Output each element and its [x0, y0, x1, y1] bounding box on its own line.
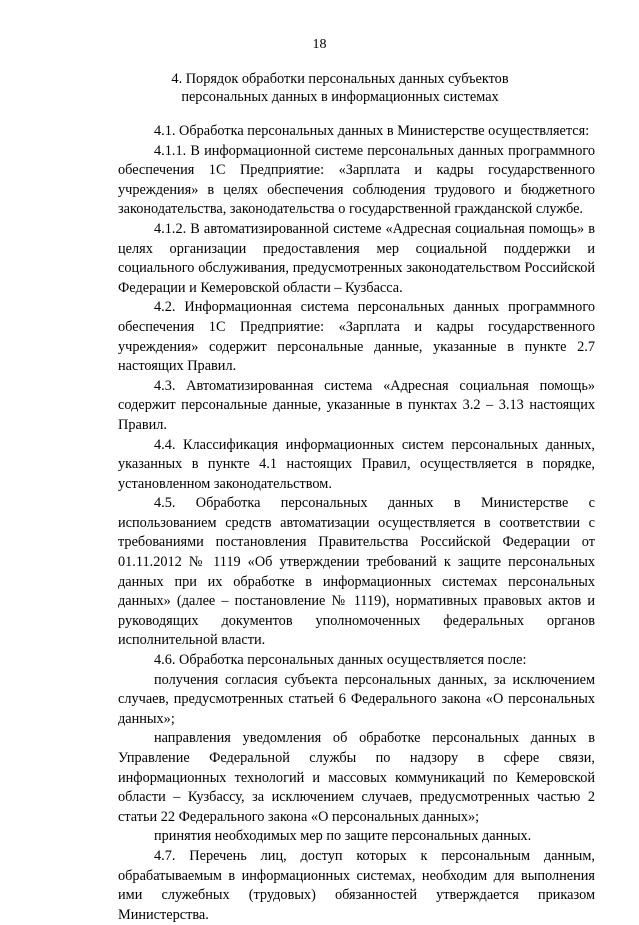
list-item-protection: принятия необходимых мер по защите персональных данных.	[154, 828, 532, 845]
paragraph-4-2: 4.2. Информационная система персональных данных программного обеспечения 1С Предприятие: «Зарплата и кадры государственного учреждения» содержит персональные данные, указанные в пункте 2.7 настоящих Правил.	[118, 299, 595, 375]
paragraph-4-6: 4.6. Обработка персональных данных осуществляется после:	[154, 652, 527, 669]
list-item-consent: получения согласия субъекта персональных данных, за исключением случаев, предусмотренных статьей 6 Федерального закона «О персональных данных»;	[118, 671, 595, 727]
section-heading-line-1: 4. Порядок обработки персональных данных субъектов	[171, 71, 509, 87]
paragraph-4-4: 4.4. Классификация информационных систем персональных данных, указанных в пункте 4.1 настоящих Правил, осуществляется в порядке, установленном законодательством.	[118, 436, 595, 492]
section-heading	[118, 70, 562, 106]
paragraph-4-1: 4.1. Обработка персональных данных в Министерстве осуществляется:	[154, 123, 590, 139]
page-number: 18	[312, 37, 327, 52]
section-heading-line-2: персональных данных в информационных системах	[181, 89, 499, 105]
list-item-notification: направления уведомления об обработке персональных данных в Управление Федеральной службы по надзору в сфере связи, информационных технологий и массовых коммуникаций по Кемеровской области – Кузбассу, за исключением случаев, предусмотренных частью 2 статьи 22 Федерального закона «О персональных данных»;	[118, 730, 595, 825]
paragraph-4-7: 4.7. Перечень лиц, доступ которых к персональным данным, обрабатываемым в информационных системах, необходим для выполнения ими служебных (трудовых) обязанностей утверждается приказом Министерства.	[118, 847, 595, 923]
paragraph-4-3: 4.3. Автоматизированная система «Адресная социальная помощь» содержит персональные данные, указанные в пунктах 3.2 – 3.13 настоящих Правил.	[118, 377, 595, 433]
document-body	[118, 122, 595, 925]
paragraph-4-5: 4.5. Обработка персональных данных в Министерстве с использованием средств автоматизации осуществляется в соответствии с требованиями постановления Правительства Российской Федерации от 01.11.2012 № 1119 «Об утверждении требований к защите персональных данных при их обработке в информационных системах персональных данных» (далее – постановление № 1119), нормативных правовых актов и руководящих документов уполномоченных федеральных органов исполнительной власти.	[118, 495, 595, 649]
paragraph-4-1-2: 4.1.2. В автоматизированной системе «Адресная социальная помощь» в целях организации предоставления мер социальной поддержки и социального обслуживания, предусмотренных законодательством Российской Федерации и Кемеровской области – Кузбасса.	[118, 220, 595, 296]
paragraph-4-1-1: 4.1.1. В информационной системе персональных данных программного обеспечения 1С Предприятие: «Зарплата и кадры государственного учреждения» в целях обеспечения соблюдения трудового и бюджетного законодательства, законодательства о государственной гражданской службе.	[118, 142, 595, 218]
